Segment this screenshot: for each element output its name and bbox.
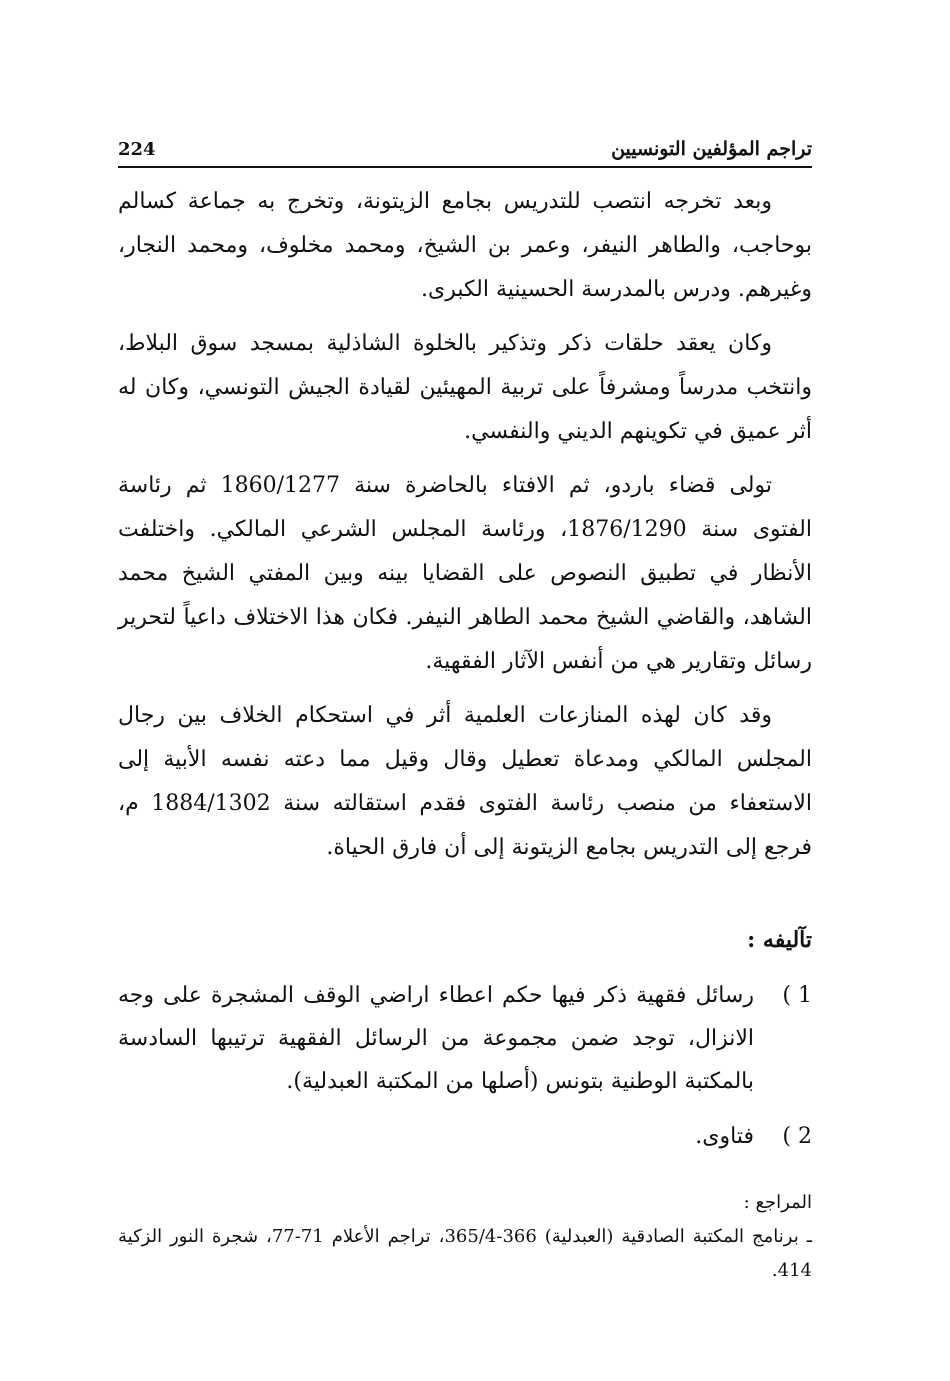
page-header	[118, 130, 812, 168]
paragraph-dhikr-circles: وكان يعقد حلقات ذكر وتذكير بالخلوة الشاذلية بمسجد سوق البلاط، وانتخب مدرساً ومشرفاً على تربية المهيئين لقيادة الجيش التونسي، وكان له أثر عميق في تكوينهم الديني والنفسي.	[118, 331, 812, 444]
works-list	[118, 974, 812, 1158]
work-item-1	[118, 974, 812, 1103]
references-heading: المراجع :	[743, 1192, 812, 1213]
work-item-number: 2 )	[782, 1124, 812, 1149]
page-number: 224	[118, 139, 156, 160]
paragraph-fatwa-career: تولى قضاء باردو، ثم الافتاء بالحاضرة سنة 1860/1277 ثم رئاسة الفتوى سنة 1876/1290، ورئاسة المجلس الشرعي المالكي. واختلفت الأنظار في تطبيق النصوص على القضايا بينه وبين المفتي الشيخ محمد الشاهد، والقاضي الشيخ محمد الطاهر النيفر. فكان هذا الاختلاف داعياً لتحرير رسائل وتقارير هي من أنفس الآثار الفقهية.	[118, 473, 813, 674]
work-item-2	[118, 1115, 812, 1158]
running-title: تراجم المؤلفين التونسيين	[611, 138, 812, 160]
references-section	[118, 1186, 812, 1288]
reference-item: ـ برنامج المكتبة الصادقية (العبدلية) 366-365/4، تراجم الأعلام 71-77، شجرة النور الزكية 414.	[118, 1226, 813, 1281]
biography-text	[118, 180, 812, 870]
work-item-number: 1 )	[782, 983, 812, 1008]
book-page	[118, 130, 812, 1288]
work-item-text: رسائل فقهية ذكر فيها حكم اعطاء اراضي الوقف المشجرة على وجه الانزال، توجد ضمن مجموعة من الرسائل الفقهية ترتيبها السادسة بالمكتبة الوطنية بتونس (أصلها من المكتبة العبدلية).	[118, 983, 754, 1094]
work-item-text: فتاوى.	[695, 1124, 754, 1149]
paragraph-teaching: وبعد تخرجه انتصب للتدريس بجامع الزيتونة، وتخرج به جماعة كسالم بوحاجب، والطاهر النيفر، وعمر بن الشيخ، ومحمد مخلوف، ومحمد النجار، وغيرهم. ودرس بالمدرسة الحسينية الكبرى.	[118, 189, 812, 302]
works-heading: تآليفه :	[747, 927, 812, 953]
paragraph-resignation: وقد كان لهذه المنازعات العلمية أثر في استحكام الخلاف بين رجال المجلس المالكي ومدعاة تعطيل وقال وقيل مما دعته نفسه الأبية إلى الاستعفاء من منصب رئاسة الفتوى فقدم استقالته سنة 1884/1302 م، فرجع إلى التدريس بجامع الزيتونة إلى أن فارق الحياة.	[118, 703, 812, 860]
